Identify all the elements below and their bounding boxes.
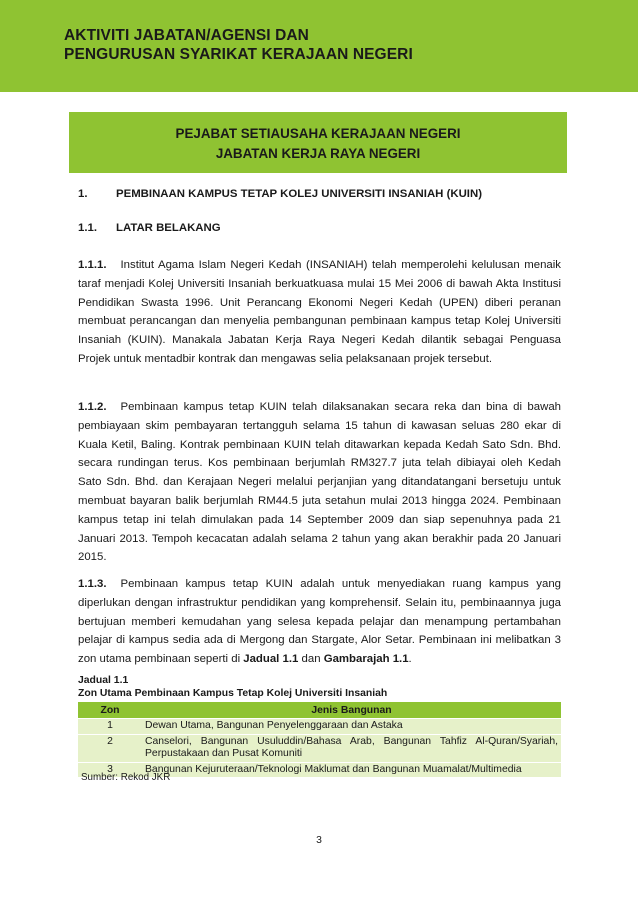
paragraph-text: Pembinaan kampus tetap KUIN adalah untuk menyediakan ruang kampus yang diperlukan dengan infrastruktur pendidikan yang komprehensif. Selain itu, pembinaannya juga bertujuan memberi kemudahan yang selesa kepada pelajar dan menampung pertambahan pelajar di kampus sedia ada di Mergong dan Stargate, Alor Setar. Pembinaan ini melibatkan 3 zon utama pembinaan seperti di [78, 578, 561, 666]
column-header-jenis-bangunan: Jenis Bangunan [142, 702, 561, 719]
paragraph-text-connector: dan [298, 653, 324, 666]
paragraph-number: 1.1.3. [78, 578, 107, 590]
paragraph-text: Institut Agama Islam Negeri Kedah (INSANIAH) telah memperolehi kelulusan menaik taraf menjadi Kolej Universiti Insaniah berkuatkuasa mulai 15 Mei 2006 di bawah Akta Institusi Pendidikan Swasta 1996. Unit Perancang Ekonomi Negeri Kedah (UPEN) diberi peranan membuat perancangan dan menyelia pembangunan pembinaan kampus tetap Kolej Universiti Insaniah (KUIN). Manakala Jabatan Kerja Raya Negeri Kedah dilantik sebagai Penguasa Projek untuk mentadbir kontrak dan mengawas selia pelaksanaan projek tersebut. [78, 259, 561, 365]
building-type-cell: Canselori, Bangunan Usuluddin/Bahasa Arab, Bangunan Tahfiz Al-Quran/Syariah, Perpustakaan dan Pusat Komuniti [142, 734, 561, 762]
building-type-cell: Bangunan Kejuruteraan/Teknologi Maklumat dan Bangunan Muamalat/Multimedia [142, 762, 561, 777]
chapter-title-line-1: AKTIVITI JABATAN/AGENSI DAN [64, 27, 309, 44]
agency-header-banner [69, 112, 567, 173]
subsection-title: LATAR BELAKANG [116, 222, 221, 234]
table-row [78, 719, 561, 735]
zone-cell: 3 [78, 762, 142, 777]
column-header-zon: Zon [78, 702, 142, 719]
agency-title-line-2: JABATAN KERJA RAYA NEGERI [215, 146, 421, 161]
paragraph-1-1-1 [78, 256, 561, 369]
table-row [78, 734, 561, 762]
agency-title-line-1: PEJABAT SETIAUSAHA KERAJAAN NEGERI [175, 126, 461, 141]
paragraph-number: 1.1.2. [78, 401, 107, 413]
page-number: 3 [316, 835, 322, 846]
table-caption: Zon Utama Pembinaan Kampus Tetap Kolej Universiti Insaniah [78, 688, 388, 699]
table-source: Sumber: Rekod JKR [81, 772, 171, 783]
zone-cell: 1 [78, 719, 142, 735]
figure-reference: Gambarajah 1.1 [323, 653, 409, 666]
paragraph-number: 1.1.1. [78, 259, 107, 271]
building-type-cell: Dewan Utama, Bangunan Penyelenggaraan dan Astaka [142, 719, 561, 735]
chapter-header-banner [0, 0, 638, 92]
paragraph-1-1-2 [78, 398, 561, 567]
table-reference: Jadual 1.1 [243, 653, 299, 666]
paragraph-text: Pembinaan kampus tetap KUIN telah dilaksanakan secara reka dan bina di bawah pembiayaan skim pembayaran tertangguh selama 15 tahun di kawasan seluas 280 ekar di Kuala Ketil, Baling. Kontrak pembinaan KUIN telah ditawarkan kepada Kedah Sato Sdn. Bhd. secara rundingan terus. Kos pembinaan berjumlah RM327.7 juta telah dibiayai oleh Kedah Sato Sdn. Bhd. dan Kerajaan Negeri melalui perjanjian yang ditandatangani bersetuju untuk membuat bayaran balik berjumlah RM44.5 juta setahun mulai 2013 hingga 2024. Pembinaan kampus tetap ini telah dimulakan pada 14 September 2009 dan siap sepenuhnya pada 21 Januari 2013. Tempoh kecacatan adalah selama 2 tahun yang akan berakhir pada 20 Januari 2015. [78, 401, 561, 564]
subsection-number: 1.1. [78, 222, 97, 234]
paragraph-text-end: . [408, 653, 412, 666]
section-title: PEMBINAAN KAMPUS TETAP KOLEJ UNIVERSITI INSANIAH (KUIN) [116, 188, 482, 200]
table-header-row [78, 702, 561, 719]
table-label: Jadual 1.1 [78, 675, 129, 686]
zone-cell: 2 [78, 734, 142, 762]
paragraph-1-1-3 [78, 575, 561, 669]
section-number: 1. [78, 188, 88, 200]
zone-table [78, 702, 561, 777]
chapter-title-line-2: PENGURUSAN SYARIKAT KERAJAAN NEGERI [64, 46, 413, 63]
